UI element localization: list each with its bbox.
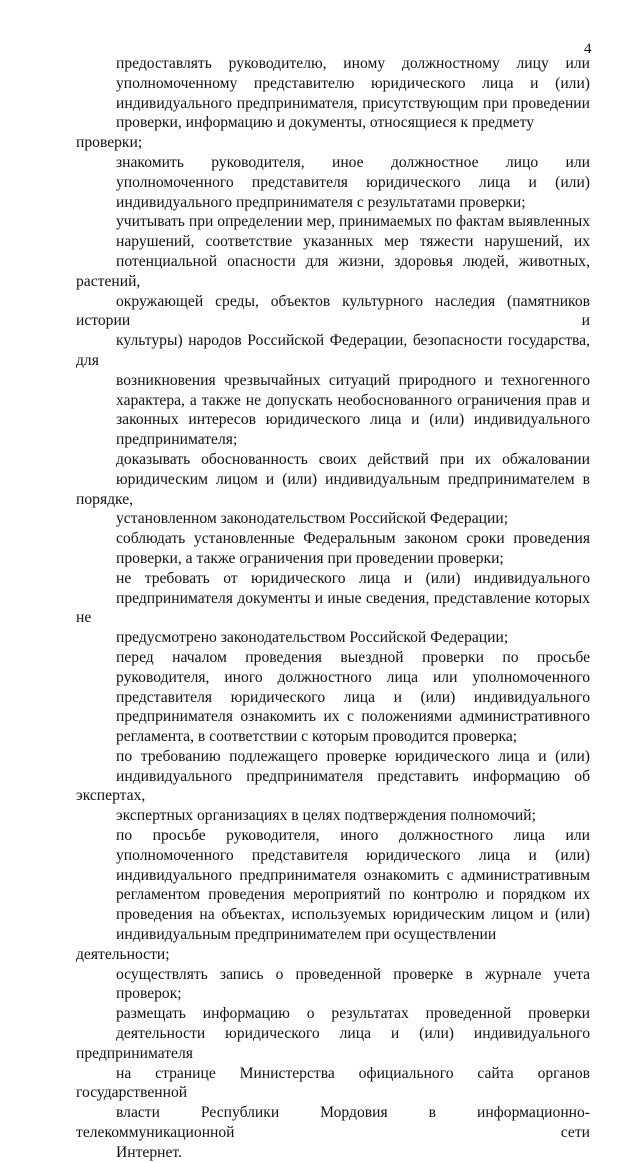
paragraph-provide-information bbox=[76, 54, 590, 153]
text-line: учитывать при определении мер, принимаемых по фактам выявленных bbox=[116, 213, 590, 231]
paragraph-prove-validity bbox=[76, 450, 590, 529]
text-line: предпринимателя документы и иные сведения, представление которых не bbox=[76, 589, 590, 627]
text-line: руководителя, иного должностного лица или уполномоченного bbox=[116, 668, 590, 686]
paragraph-publish-results bbox=[76, 1004, 590, 1162]
text-line: возникновения чрезвычайных ситуаций природного и техногенного bbox=[116, 371, 590, 389]
text-line: юридическим лицом и (или) индивидуальным предпринимателем в порядке, bbox=[76, 470, 590, 508]
text-line: уполномоченного представителя юридического лица и (или) bbox=[116, 846, 590, 864]
paragraph-control-procedure bbox=[76, 826, 590, 965]
text-line: законных интересов юридического лица и (или) индивидуального bbox=[116, 411, 590, 429]
text-line: размещать информацию о результатах проведенной проверки bbox=[116, 1005, 590, 1023]
text-line: на странице Министерства официального сайта органов государственной bbox=[76, 1064, 590, 1102]
text-line: Интернет. bbox=[116, 1143, 182, 1161]
text-line: индивидуального предпринимателя представить информацию об экспертах, bbox=[76, 767, 590, 805]
text-line: индивидуального предпринимателя, присутствующим при проведении bbox=[116, 94, 590, 112]
text-line: проверок; bbox=[116, 985, 182, 1003]
text-line: предоставлять руководителю, иному должностному лицу или bbox=[116, 55, 590, 72]
text-line: культуры) народов Российской Федерации, безопасности государства, для bbox=[76, 332, 590, 369]
text-line: доказывать обоснованность своих действий при их обжаловании bbox=[116, 450, 590, 468]
text-line: по просьбе руководителя, иного должностного лица или bbox=[116, 827, 590, 845]
text-line: установленном законодательством Российской Федерации; bbox=[116, 510, 509, 528]
text-line: осуществлять запись о проведенной проверке в журнале учета bbox=[116, 965, 590, 983]
paragraph-journal-record bbox=[76, 965, 590, 1005]
text-line: предпринимателя; bbox=[116, 431, 238, 449]
text-line: знакомить руководителя, иное должностное лицо или bbox=[116, 153, 590, 171]
text-line: власти Республики Мордовия в информационно-телекоммуникационной сети bbox=[76, 1104, 590, 1142]
text-line: не требовать от юридического лица и (или) индивидуального bbox=[116, 569, 590, 587]
text-line: характера, а также не допускать необоснованного ограничения прав и bbox=[116, 391, 590, 409]
text-line: перед началом проведения выездной проверки по просьбе bbox=[116, 648, 590, 666]
document-body bbox=[76, 54, 590, 1163]
text-line: соблюдать установленные Федеральным законом сроки проведения bbox=[116, 530, 590, 548]
text-line: индивидуального предпринимателя ознакомить с административным bbox=[116, 866, 590, 884]
text-line: проведения на объектах, используемых юридическим лицом и (или) bbox=[116, 906, 590, 924]
text-line: деятельности юридического лица и (или) индивидуального предпринимателя bbox=[76, 1025, 590, 1062]
paragraph-acquaint-results bbox=[76, 153, 590, 212]
text-line: экспертных организациях в целях подтверждения полномочий; bbox=[116, 807, 536, 825]
text-line: по требованию подлежащего проверке юридического лица и (или) bbox=[116, 747, 590, 765]
text-line: уполномоченному представителю юридического лица и (или) bbox=[116, 74, 590, 92]
text-line: потенциальной опасности для жизни, здоровья людей, животных, растений, bbox=[76, 252, 590, 290]
text-line: нарушений, соответствие указанных мер тяжести нарушений, их bbox=[116, 233, 590, 251]
text-line: окружающей среды, объектов культурного наследия (памятников истории и bbox=[76, 292, 590, 330]
text-line: предпринимателя ознакомить их с положениями административного bbox=[116, 708, 590, 726]
text-line: регламентом проведения мероприятий по контролю и порядком их bbox=[116, 886, 590, 904]
text-line: индивидуальным предпринимателем при осуществлении деятельности; bbox=[76, 926, 497, 963]
text-line: регламента, в соответствии с которым проводится проверка; bbox=[116, 728, 518, 746]
paragraph-not-require-documents bbox=[76, 569, 590, 648]
paragraph-expert-information bbox=[76, 747, 590, 826]
paragraph-observe-deadlines bbox=[76, 529, 590, 569]
text-line: предусмотрено законодательством Российской Федерации; bbox=[116, 629, 509, 647]
text-line: уполномоченного представителя юридического лица и (или) bbox=[116, 173, 590, 191]
page-number: 4 bbox=[584, 41, 592, 57]
text-line: проверки, информацию и документы, относящиеся к предмету проверки; bbox=[76, 114, 535, 152]
paragraph-introduce-regulation bbox=[76, 648, 590, 747]
text-line: представителя юридического лица и (или) индивидуального bbox=[116, 688, 590, 706]
paragraph-consider-measures bbox=[76, 212, 590, 450]
text-line: проверки, а также ограничения при проведении проверки; bbox=[116, 549, 504, 567]
text-line: индивидуального предпринимателя с результатами проверки; bbox=[116, 193, 526, 211]
